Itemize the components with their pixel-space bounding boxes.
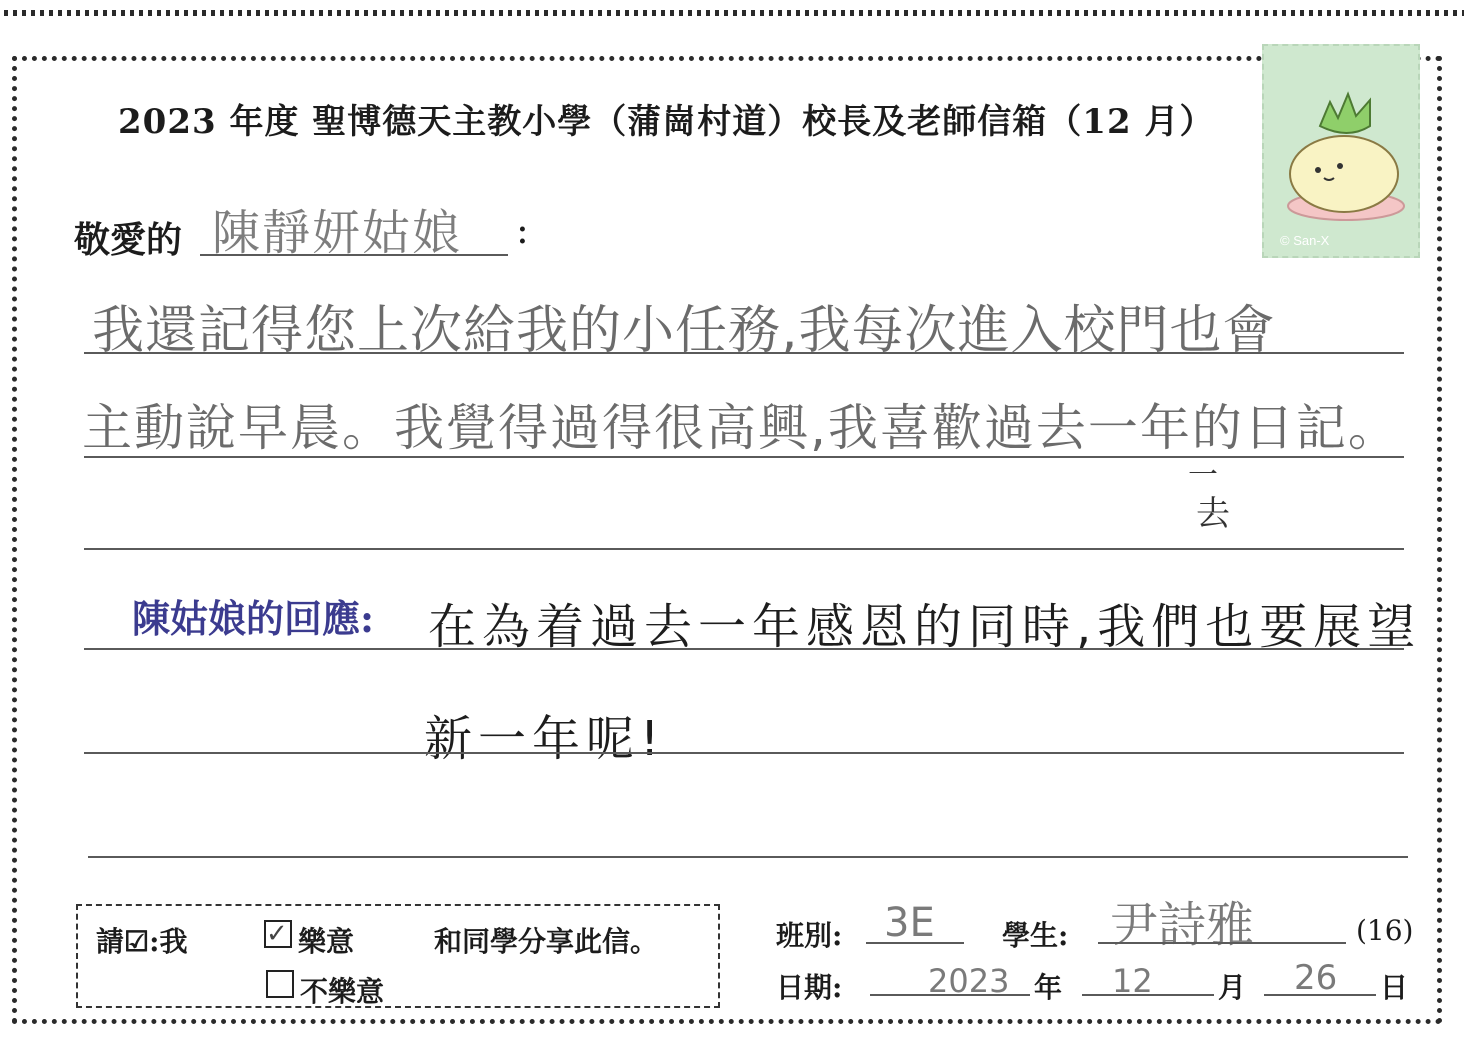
- greeting: 敬愛的: [74, 219, 183, 261]
- year-underline: [870, 994, 1030, 996]
- ruled-line-6: [88, 856, 1408, 858]
- month-underline: [1082, 994, 1214, 996]
- class-value: 3E: [884, 900, 935, 946]
- card-title: 2023 年度 聖博德天主教小學（蒲崗村道）校長及老師信箱（12 月）: [118, 102, 1215, 142]
- willing-label: 樂意: [298, 925, 355, 958]
- stamp: [1262, 44, 1420, 258]
- date-label: 日期:: [776, 971, 843, 1004]
- ruled-line-5: [84, 752, 1404, 754]
- student-underline: [1098, 942, 1346, 944]
- letter-line-1: 我還記得您上次給我的小任務,我每次進入校門也會: [92, 301, 1276, 361]
- day-value: 26: [1294, 958, 1338, 998]
- insertion-mark: 一: [1188, 458, 1218, 493]
- teacher-name: 陳靜妍姑娘: [212, 205, 463, 261]
- day-unit: 日: [1380, 971, 1409, 1004]
- greeting-colon: :: [516, 208, 529, 252]
- share-prompt: 請☑:我: [96, 925, 188, 958]
- ruled-line-4: [84, 648, 1404, 650]
- class-underline: [866, 942, 964, 944]
- class-label: 班別:: [776, 919, 843, 952]
- sumikko-character-icon: [1274, 66, 1412, 236]
- day-underline: [1264, 994, 1376, 996]
- student-label: 學生:: [1002, 919, 1069, 952]
- ruled-line-3: [84, 548, 1404, 550]
- month-unit: 月: [1218, 971, 1247, 1004]
- reply-label: 陳姑娘的回應:: [132, 596, 375, 641]
- letter-line-2: 主動說早晨。我覺得過得很高興,我喜歡過去一年的日記。: [82, 399, 1400, 457]
- reply-line-2: 新一年呢!: [424, 711, 666, 767]
- share-suffix: 和同學分享此信。: [434, 925, 659, 958]
- student-number: (16): [1356, 914, 1414, 947]
- unwilling-checkbox[interactable]: [266, 970, 294, 998]
- check-mark-icon: ✓: [266, 919, 288, 949]
- year-unit: 年: [1034, 971, 1063, 1004]
- ruled-line-1: [84, 352, 1404, 354]
- insertion-word: 去: [1196, 494, 1230, 534]
- month-value: 12: [1112, 962, 1153, 1000]
- unwilling-label: 不樂意: [300, 975, 385, 1008]
- year-value: 2023: [928, 962, 1010, 1000]
- top-dotted-edge: [4, 10, 1464, 16]
- reply-line-1: 在為着過去一年感恩的同時,我們也要展望: [428, 599, 1422, 655]
- student-name: 尹詩雅: [1110, 897, 1255, 953]
- stamp-copyright: © San-X: [1280, 233, 1330, 248]
- greeting-underline: [200, 254, 508, 256]
- willing-checkbox[interactable]: [264, 920, 292, 948]
